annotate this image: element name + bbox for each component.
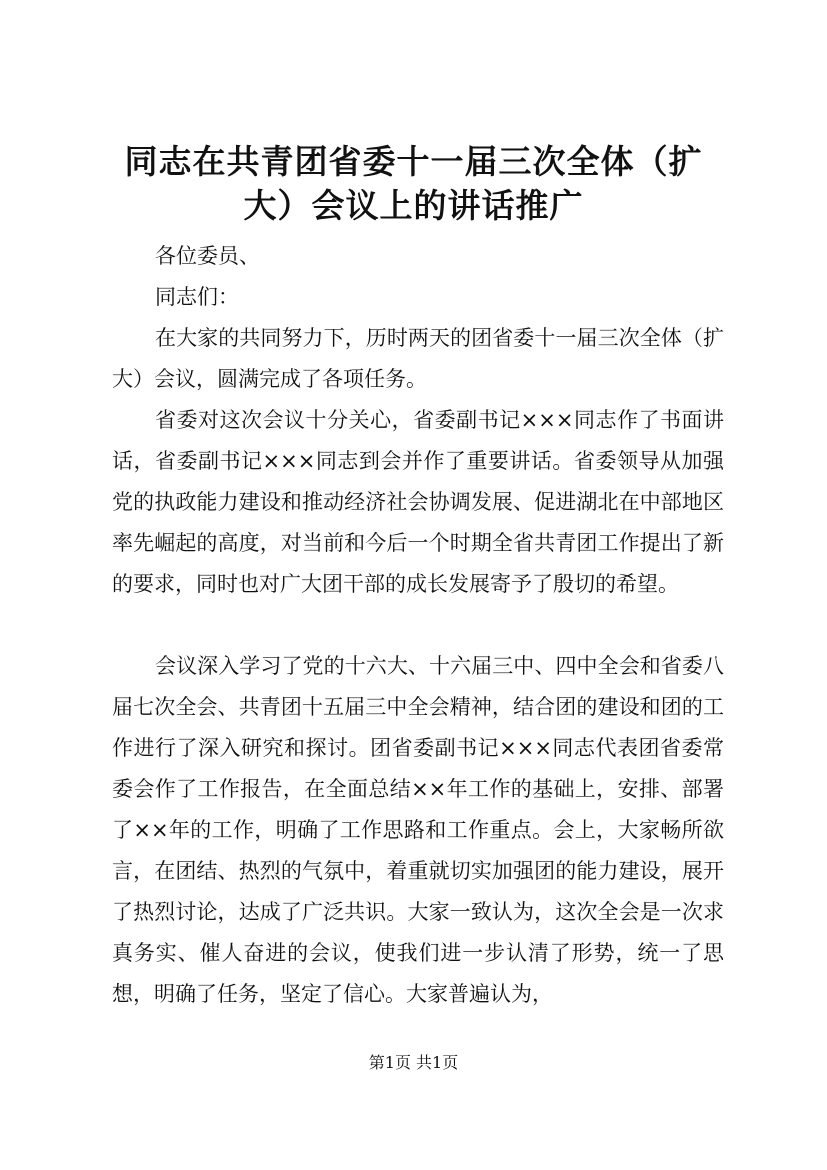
- paragraph-1: 在大家的共同努力下，历时两天的团省委十一届三次全体（扩大）会议，圆满完成了各项任务。: [112, 326, 724, 391]
- page-number: 第1页 共1页: [368, 1053, 459, 1072]
- salutation-comrades: 同志们：: [155, 285, 239, 309]
- document-title: 同志在共青团省委十一届三次全体（扩大）会议上的讲话推广: [124, 142, 703, 225]
- salutation-committee: 各位委员、: [155, 244, 260, 268]
- paragraph-2: 省委对这次会议十分关心，省委副书记×××同志作了书面讲话，省委副书记×××同志到会并作了重要讲话。省委领导从加强党的执政能力建设和推动经济社会协调发展、促进湖北在中部地区率先崛起的高度，对当前和今后一个时期全省共青团工作提出了新的要求，同时也对广大团干部的成长发展寄予了殷切的希望。: [112, 408, 724, 596]
- paragraph-3: 会议深入学习了党的十六大、十六届三中、四中全会和省委八届七次全会、共青团十五届三中全会精神，结合团的建设和团的工作进行了深入研究和探讨。团省委副书记×××同志代表团省委常委会作了工作报告，在全面总结××年工作的基础上，安排、部署了××年的工作，明确了工作思路和工作重点。会上，大家畅所欲言，在团结、热烈的气氛中，着重就切实加强团的能力建设，展开了热烈讨论，达成了广泛共识。大家一致认为，这次全会是一次求真务实、催人奋进的会议，使我们进一步认清了形势，统一了思想，明确了任务，坚定了信心。大家普遍认为，: [112, 654, 724, 1006]
